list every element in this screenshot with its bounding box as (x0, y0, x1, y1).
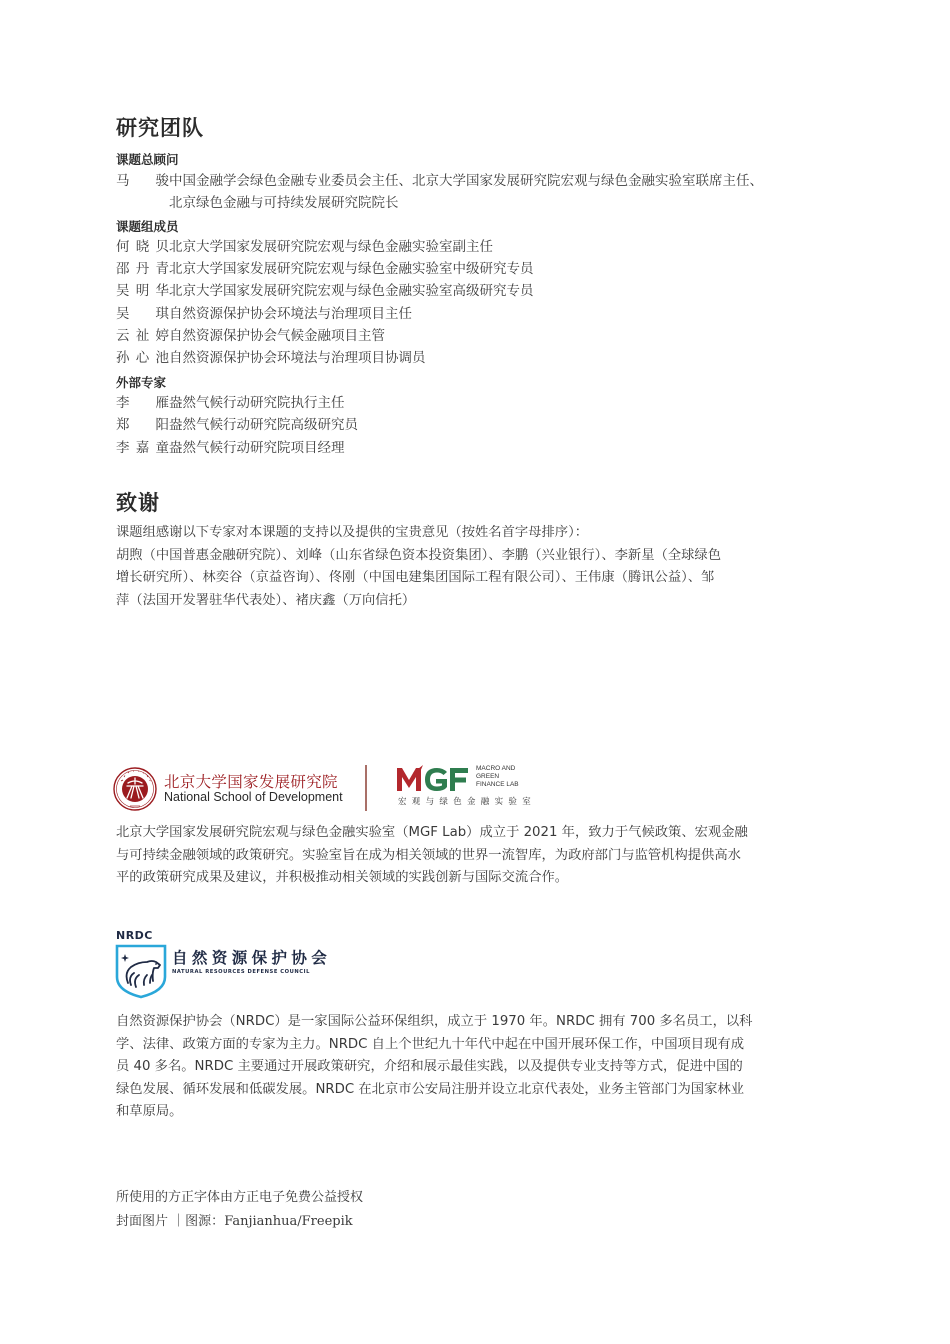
member-role: 北京大学国家发展研究院宏观与绿色金融实验室高级研究专员 (169, 283, 534, 299)
nrdc-description-line: 绿色发展、循环发展和低碳发展。NRDC 在北京市公安局注册并设立北京代表处，业务主管部门为国家林业 (116, 1081, 744, 1097)
nrdc-name-cn: 自然资源保护协会 (172, 949, 332, 967)
nrdc-description (116, 1011, 808, 1124)
mgf-name-cn: 宏观与绿色金融实验室 (398, 797, 537, 807)
pku-nsd-logo (113, 765, 343, 813)
nrdc-description-line: 自然资源保护协会（NRDC）是一家国际公益环保组织，成立于 1970 年。NRDC 拥有 700 多名员工，以科 (116, 1014, 753, 1029)
mgf-description-line: 北京大学国家发展研究院宏观与绿色金融实验室（MGF Lab）成立于 2021 年，致力于气候政策、宏观金融 (116, 825, 748, 840)
acknowledgements-line: 增长研究所）、林奕谷（京益咨询）、佟刚（中国电建集团国际工程有限公司）、王伟康（腾讯公益）、邹 (116, 570, 715, 585)
expert-row (116, 437, 345, 459)
member-name: 何晓贝 (116, 239, 169, 255)
member-name: 云祉婷 (116, 328, 169, 344)
mgf-lab-logo (396, 764, 536, 808)
mgf-mark-icon (396, 764, 470, 792)
mgf-name-en (476, 765, 519, 789)
expert-row (116, 392, 345, 414)
expert-name: 李嘉童 (116, 440, 169, 456)
acknowledgements-line: 胡煦（中国普惠金融研究院）、刘峰（山东省绿色资本投资集团）、李鹏（兴业银行）、李新星（全球绿色 (116, 547, 722, 563)
expert-role: 盎然气候行动研究院高级研究员 (169, 417, 358, 433)
acknowledgements-intro: 课题组感谢以下专家对本课题的支持以及提供的宝贵意见（按姓名首字母排序）： (116, 525, 589, 540)
member-name: 吴明华 (116, 283, 169, 299)
nrdc-description-line: 员 40 多名。NRDC 主要通过开展政策研究，介绍和展示最佳实践，以及提供专业支持等方式，促进中国的 (116, 1059, 743, 1074)
nrdc-name-en: NATURAL RESOURCES DEFENSE COUNCIL (172, 969, 310, 975)
member-role: 北京大学国家发展研究院宏观与绿色金融实验室副主任 (169, 239, 493, 255)
member-name: 邵丹青 (116, 261, 169, 277)
mgf-name-en-line: FINANCE LAB (476, 781, 519, 788)
member-row (116, 303, 412, 325)
member-row (116, 325, 385, 347)
advisor-role-line1: 中国金融学会绿色金融专业委员会主任、北京大学国家发展研究院宏观与绿色金融实验室联席主任、 (169, 173, 763, 189)
member-role: 北京大学国家发展研究院宏观与绿色金融实验室中级研究专员 (169, 261, 534, 277)
member-row (116, 347, 426, 369)
cover-credit (116, 1212, 353, 1232)
expert-row (116, 414, 358, 436)
acknowledgements-line: 萍（法国开发署驻华代表处）、褚庆鑫（万向信托） (116, 592, 416, 608)
member-row (116, 258, 534, 280)
font-credit: 所使用的方正字体由方正电子免费公益授权 (116, 1190, 364, 1205)
pku-name-en: National School of Development (164, 790, 343, 804)
mgf-name-en-line: MACRO AND (476, 765, 516, 772)
advisor-role-line2: 北京绿色金融与可持续发展研究院院长 (169, 195, 399, 211)
mgf-description (116, 822, 808, 890)
advisor-row (116, 170, 763, 192)
logo-divider (365, 765, 367, 811)
cover-label: 封面图片 (116, 1214, 169, 1229)
expert-role: 盎然气候行动研究院执行主任 (169, 395, 345, 411)
nrdc-description-line: 和草原局。 (116, 1104, 183, 1119)
expert-name: 李 雁 (116, 395, 169, 411)
mgf-description-line: 平的政策研究成果及建议，并积极推动相关领域的实践创新与国际交流合作。 (116, 870, 569, 885)
cover-source-label: 图源： (185, 1214, 225, 1229)
advisor-role-continued (169, 192, 399, 214)
nrdc-description-line: 学、法律、政策方面的专家为主力。NRDC 自上个世纪九十年代中起在中国开展环保工作，中国项目现有成 (116, 1036, 744, 1052)
member-role: 自然资源保护协会环境法与治理项目协调员 (169, 350, 426, 366)
members-heading: 课题组成员 (116, 219, 179, 234)
pku-name-cn: 北京大学国家发展研究院 (164, 773, 338, 791)
expert-role: 盎然气候行动研究院项目经理 (169, 440, 345, 456)
mgf-name-en-line: GREEN (476, 773, 500, 780)
advisor-heading: 课题总顾问 (116, 152, 179, 167)
expert-name: 郑 阳 (116, 417, 169, 433)
nrdc-logo (114, 929, 344, 999)
mgf-description-line: 与可持续金融领域的政策研究。实验室旨在成为相关领域的世界一流智库，为政府部门与监管机构提供高水 (116, 847, 741, 863)
acknowledgements-body (116, 522, 808, 612)
polar-bear-shield-icon (114, 943, 168, 999)
member-row (116, 280, 534, 302)
member-role: 自然资源保护协会气候金融项目主管 (169, 328, 385, 344)
acknowledgements-title: 致谢 (116, 491, 160, 515)
cover-separator: ｜ (172, 1214, 186, 1229)
member-name: 吴 琪 (116, 306, 169, 322)
research-team-title: 研究团队 (116, 116, 204, 140)
nrdc-abbr: NRDC (116, 929, 153, 942)
pku-seal-icon (113, 767, 157, 811)
cover-source: Fanjianhua/Freepik (224, 1214, 353, 1229)
experts-heading: 外部专家 (116, 375, 167, 390)
member-name: 孙心池 (116, 350, 169, 366)
member-row (116, 236, 493, 258)
advisor-name: 马 骏 (116, 173, 169, 189)
member-role: 自然资源保护协会环境法与治理项目主任 (169, 306, 412, 322)
